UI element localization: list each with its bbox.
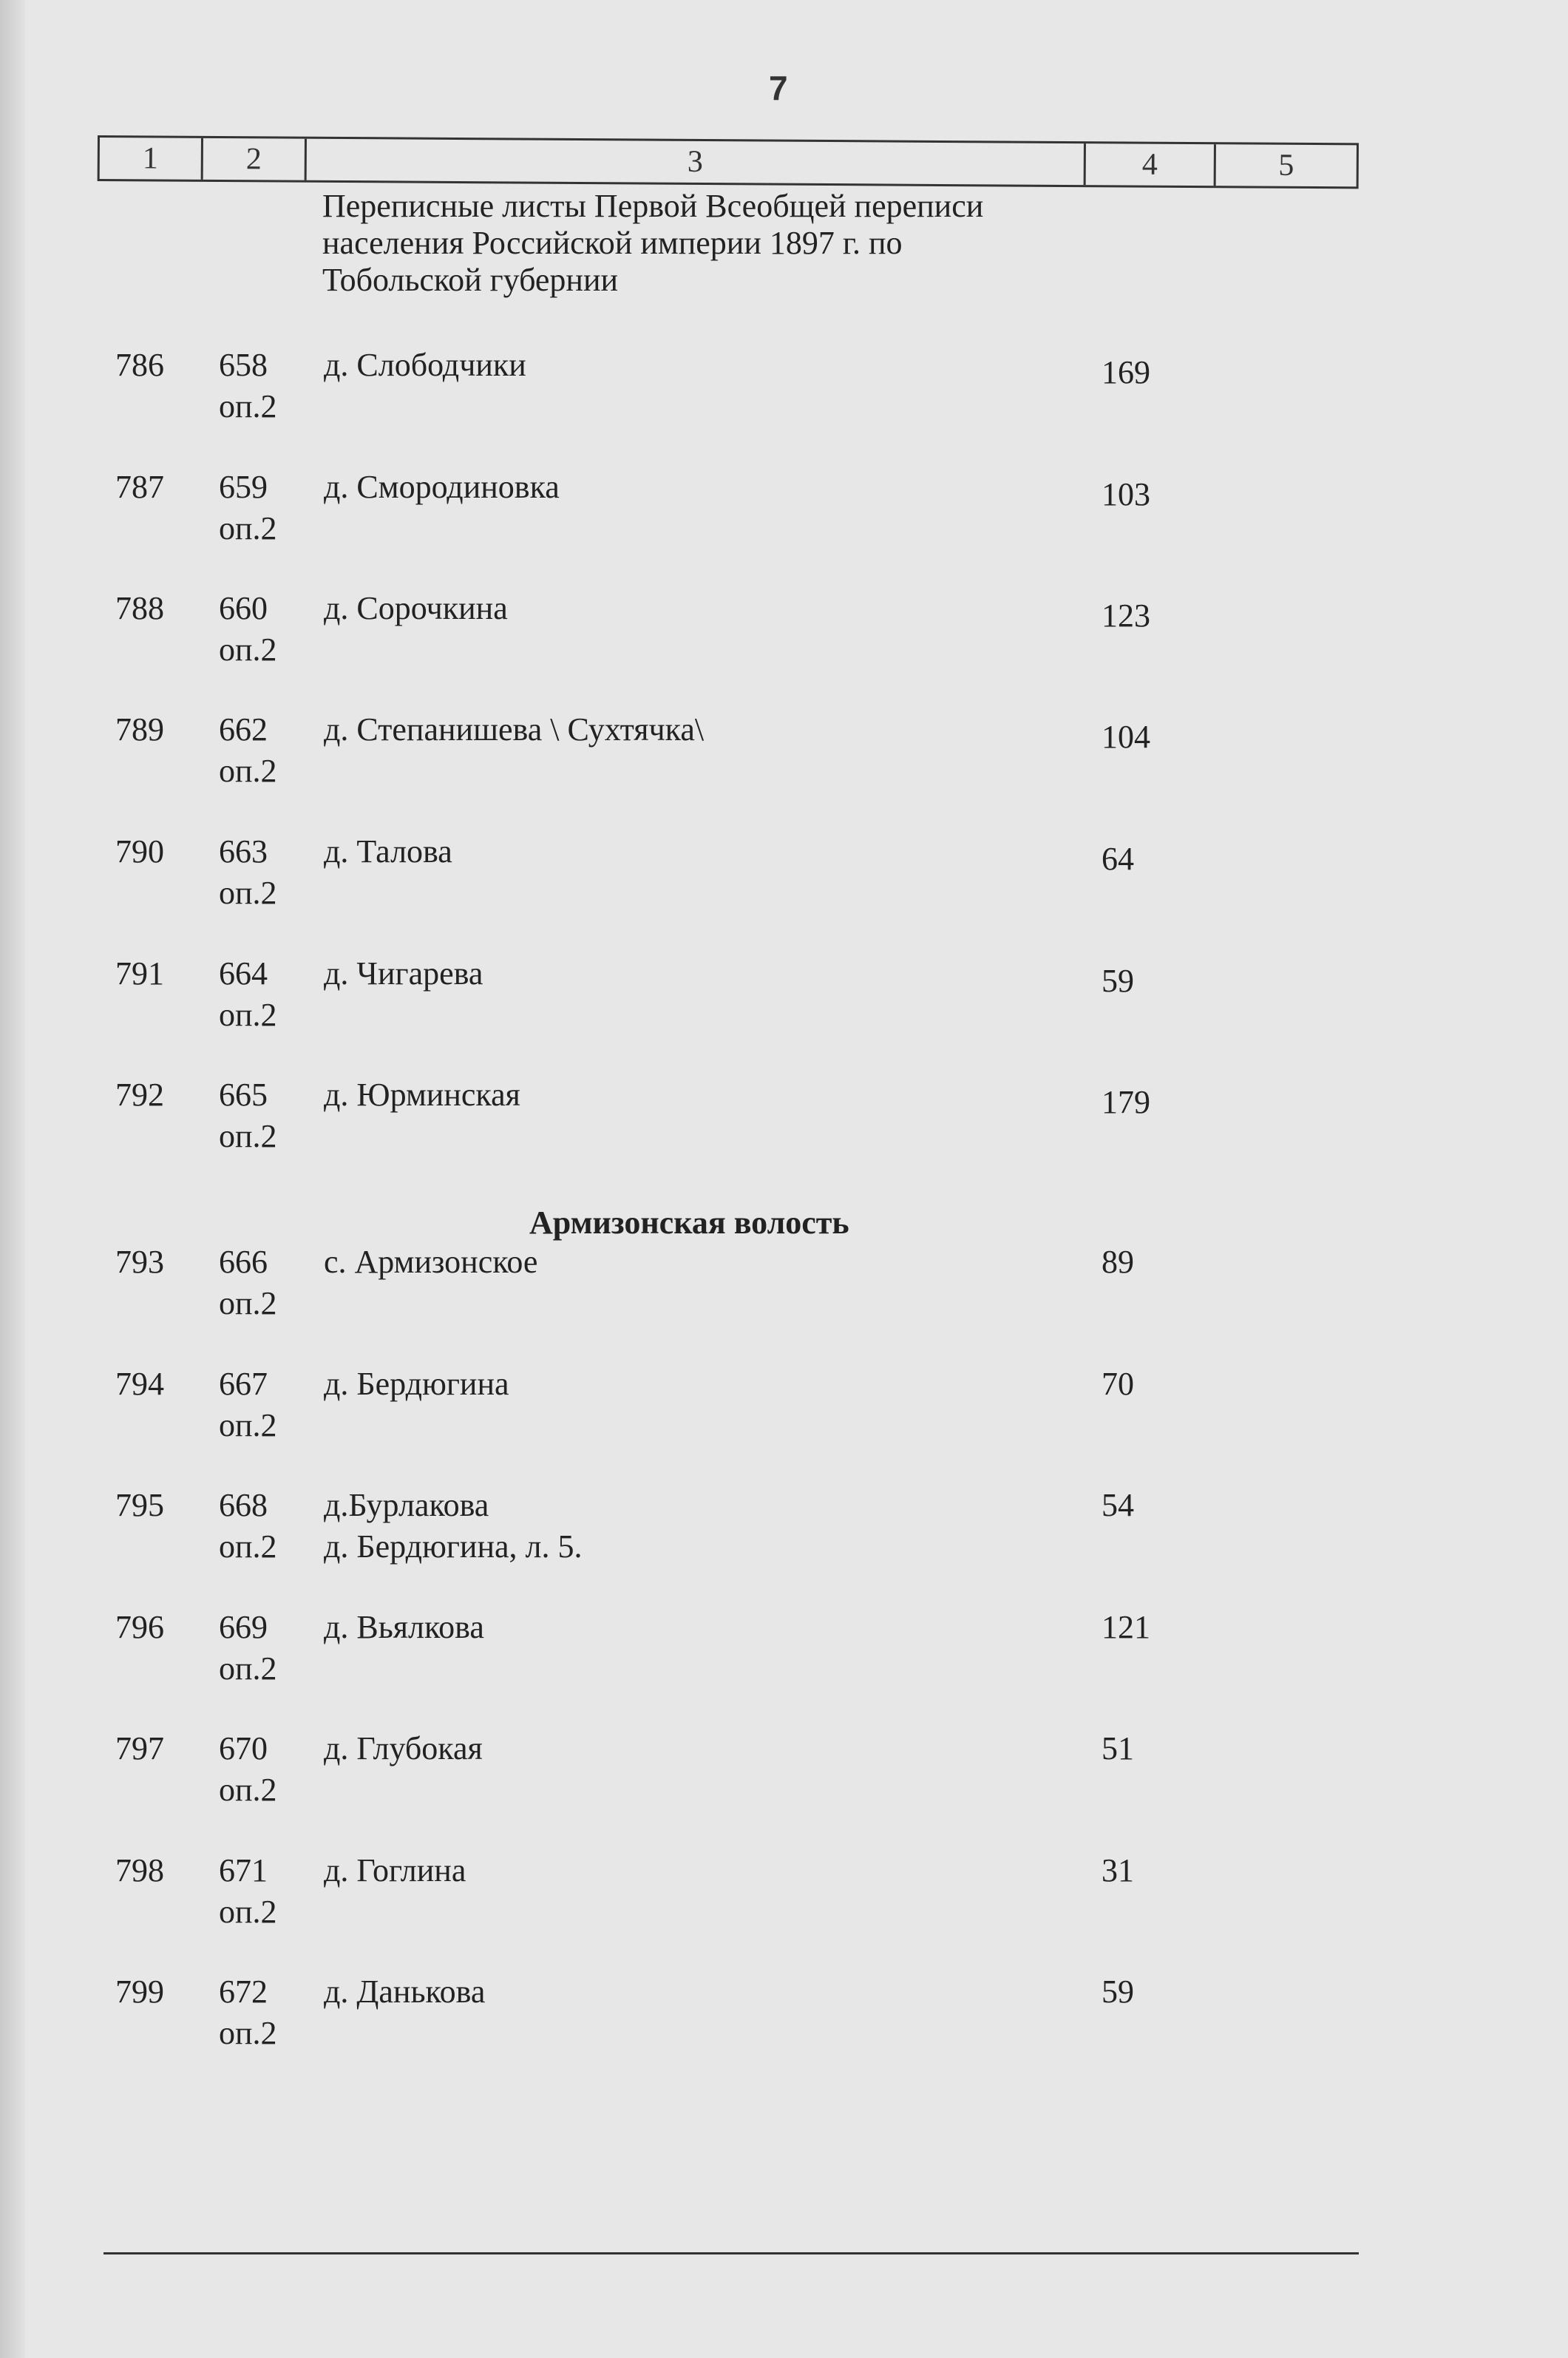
- row-count: 59: [1102, 1974, 1134, 2010]
- row-number: 797: [115, 1730, 164, 1766]
- section-title-line: Переписные листы Первой Всеобщей переписи: [322, 188, 984, 224]
- row-number: 799: [115, 1974, 164, 2010]
- row-code: 659 оп.2: [219, 469, 277, 546]
- row-name: д. Талова: [324, 833, 452, 870]
- row-code: 658 оп.2: [219, 347, 277, 424]
- row-name: с. Армизонское: [324, 1244, 538, 1280]
- row-code: 667 оп.2: [219, 1366, 277, 1443]
- row-number: 793: [115, 1244, 164, 1280]
- column-header-1: 1: [100, 138, 203, 180]
- row-code: 668 оп.2: [219, 1487, 277, 1565]
- row-count: 89: [1102, 1244, 1134, 1280]
- row-count: 103: [1102, 476, 1150, 512]
- row-code: 660 оп.2: [219, 590, 277, 668]
- column-header-3: 3: [307, 139, 1086, 185]
- row-count: 54: [1102, 1487, 1134, 1523]
- row-count: 104: [1102, 719, 1150, 755]
- row-name: д. Слободчики: [324, 347, 526, 383]
- row-count: 121: [1102, 1609, 1150, 1645]
- column-header-2: 2: [203, 138, 307, 180]
- row-code: 672 оп.2: [219, 1974, 277, 2051]
- row-code: 670 оп.2: [219, 1730, 277, 1808]
- row-number: 788: [115, 590, 164, 626]
- row-count: 51: [1102, 1730, 1134, 1766]
- row-count: 123: [1102, 597, 1150, 634]
- row-number: 796: [115, 1609, 164, 1645]
- row-number: 795: [115, 1487, 164, 1523]
- row-number: 789: [115, 711, 164, 748]
- row-count: 31: [1102, 1852, 1134, 1888]
- row-number: 798: [115, 1852, 164, 1888]
- row-count: 64: [1102, 841, 1134, 877]
- footer-rule: [103, 2252, 1359, 2254]
- row-code: 666 оп.2: [219, 1244, 277, 1321]
- row-name: д. Сорочкина: [324, 590, 508, 626]
- row-name: д. Вьялкова: [324, 1609, 484, 1645]
- column-header-4: 4: [1086, 143, 1216, 186]
- row-name: д. Степанишева \ Сухтячка\: [324, 711, 705, 748]
- scan-shadow-edge: [0, 0, 25, 2358]
- section-title-line: населения Российской империи 1897 г. по: [322, 225, 903, 261]
- row-count: 59: [1102, 963, 1134, 999]
- row-count: 70: [1102, 1366, 1134, 1402]
- row-name: д. Бердюгина: [324, 1366, 509, 1402]
- row-number: 790: [115, 833, 164, 870]
- row-name: д. Данькова: [324, 1974, 486, 2010]
- row-number: 787: [115, 469, 164, 505]
- row-number: 794: [115, 1366, 164, 1402]
- row-name: д. Глубокая: [324, 1730, 483, 1766]
- row-code: 662 оп.2: [219, 711, 277, 789]
- row-code: 664 оп.2: [219, 955, 277, 1033]
- section-title: [322, 188, 1062, 299]
- row-name: д. Чигарева: [324, 955, 483, 992]
- row-name: д. Юрминская: [324, 1077, 520, 1113]
- column-header-5: 5: [1278, 148, 1294, 183]
- section-title-line: Тобольской губернии: [322, 262, 619, 298]
- row-code: 665 оп.2: [219, 1077, 277, 1154]
- row-name: д.Бурлакова д. Бердюгина, л. 5.: [324, 1487, 583, 1565]
- row-code: 671 оп.2: [219, 1852, 277, 1930]
- row-number: 786: [115, 347, 164, 383]
- page-number: 7: [769, 69, 788, 107]
- row-number: 791: [115, 955, 164, 992]
- volost-heading: Армизонская волость: [529, 1205, 849, 1241]
- row-code: 669 оп.2: [219, 1609, 277, 1687]
- row-code: 663 оп.2: [219, 833, 277, 911]
- row-count: 179: [1102, 1084, 1150, 1120]
- column-header-row: [98, 135, 1359, 189]
- row-name: д. Гоглина: [324, 1852, 466, 1888]
- row-count: 169: [1102, 354, 1150, 390]
- row-number: 792: [115, 1077, 164, 1113]
- row-name: д. Смородиновка: [324, 469, 560, 505]
